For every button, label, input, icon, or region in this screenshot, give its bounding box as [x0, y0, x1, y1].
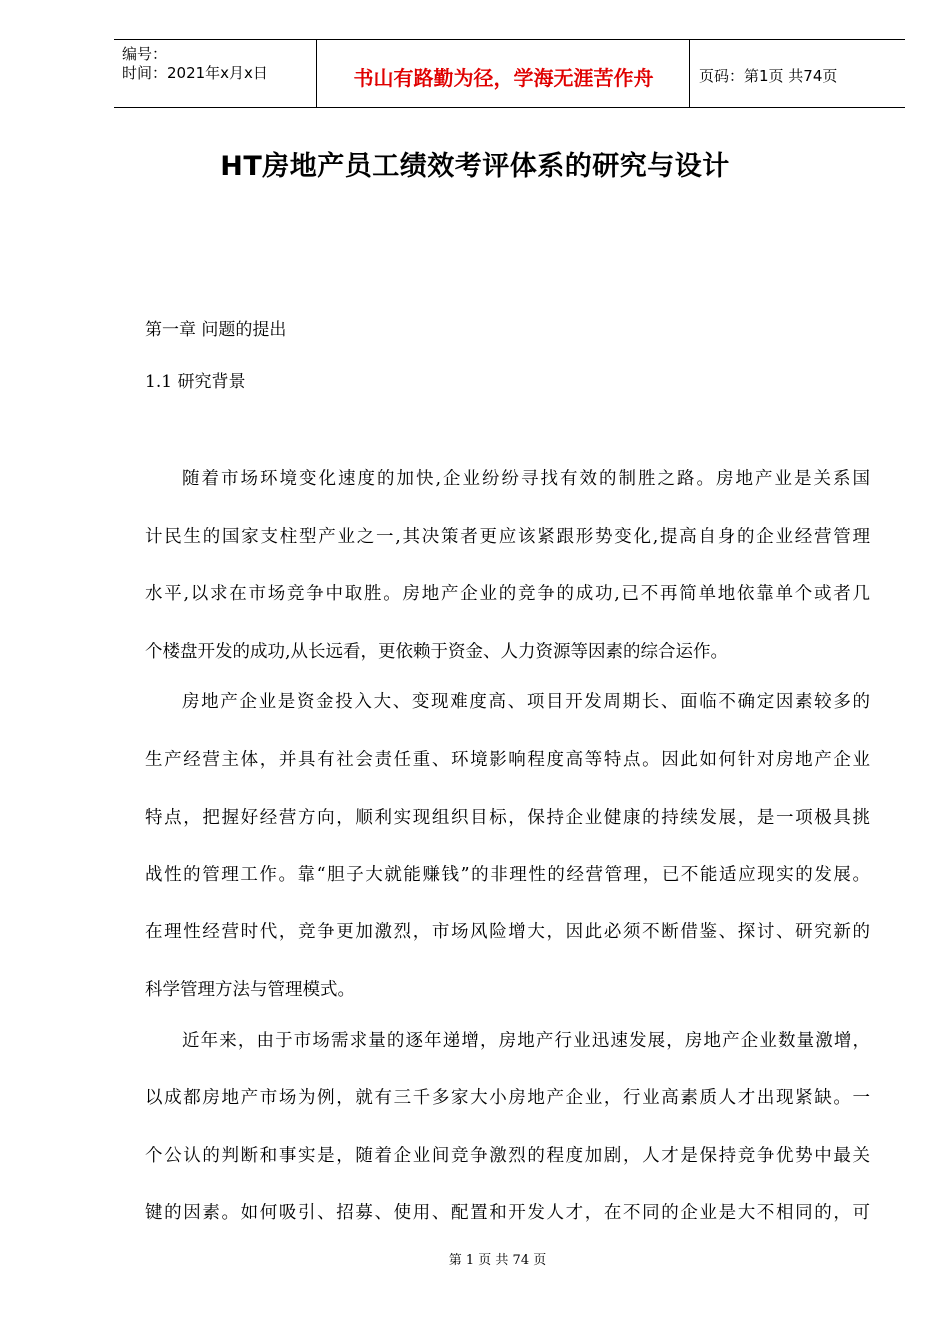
- paragraph-line: 战性的管理工作。靠“胆子大就能赚钱”的非理性的经营管理，已不能适应现实的发展。: [145, 865, 870, 885]
- header-meta-cell: [114, 40, 316, 107]
- paragraph-line: 计民生的国家支柱型产业之一,其决策者更应该紧跟形势变化,提高自身的企业经营管理: [145, 527, 870, 547]
- header-motto-cell: [316, 40, 690, 107]
- serial-label: 编号：: [122, 45, 168, 63]
- time-label: 时间：2021年x月x日: [122, 64, 268, 82]
- paragraph-line: 以成都房地产市场为例，就有三千多家大小房地产企业，行业高素质人才出现紧缺。一: [145, 1088, 870, 1108]
- page-info: 页码：第1页 共74页: [699, 67, 838, 85]
- chapter-heading: 第一章 问题的提出: [145, 320, 287, 340]
- paragraph-line: 个楼盘开发的成功,从长远看，更依赖于资金、人力资源等因素的综合运作。: [145, 642, 729, 662]
- paragraph-line: 房地产企业是资金投入大、变现难度高、项目开发周期长、面临不确定因素较多的: [182, 692, 870, 712]
- document-title: HT房地产员工绩效考评体系的研究与设计: [220, 151, 730, 182]
- header-page-cell: [689, 40, 906, 107]
- paragraph-line: 键的因素。如何吸引、招募、使用、配置和开发人才，在不同的企业是大不相同的，可: [145, 1203, 870, 1223]
- document-header: [114, 39, 905, 108]
- section-heading: 1.1 研究背景: [145, 372, 246, 392]
- paragraph-line: 生产经营主体，并具有社会责任重、环境影响程度高等特点。因此如何针对房地产企业: [145, 750, 870, 770]
- motto-text: 书山有路勤为径，学海无涯苦作舟: [353, 66, 654, 90]
- paragraph-line: 在理性经营时代，竞争更加激烈，市场风险增大，因此必须不断借鉴、探讨、研究新的: [145, 922, 870, 942]
- paragraph-line: 科学管理方法与管理模式。: [145, 980, 355, 1000]
- paragraph-line: 特点，把握好经营方向，顺利实现组织目标，保持企业健康的持续发展，是一项极具挑: [145, 808, 870, 828]
- paragraph-line: 随着市场环境变化速度的加快,企业纷纷寻找有效的制胜之路。房地产业是关系国: [182, 469, 870, 489]
- paragraph-line: 个公认的判断和事实是，随着企业间竞争激烈的程度加剧，人才是保持竞争优势中最关: [145, 1146, 870, 1166]
- page-footer: 第 1 页 共 74 页: [448, 1253, 547, 1268]
- paragraph-line: 水平,以求在市场竞争中取胜。房地产企业的竞争的成功,已不再简单地依靠单个或者几: [145, 584, 870, 604]
- paragraph-line: 近年来，由于市场需求量的逐年递增，房地产行业迅速发展，房地产企业数量激增，: [182, 1031, 870, 1051]
